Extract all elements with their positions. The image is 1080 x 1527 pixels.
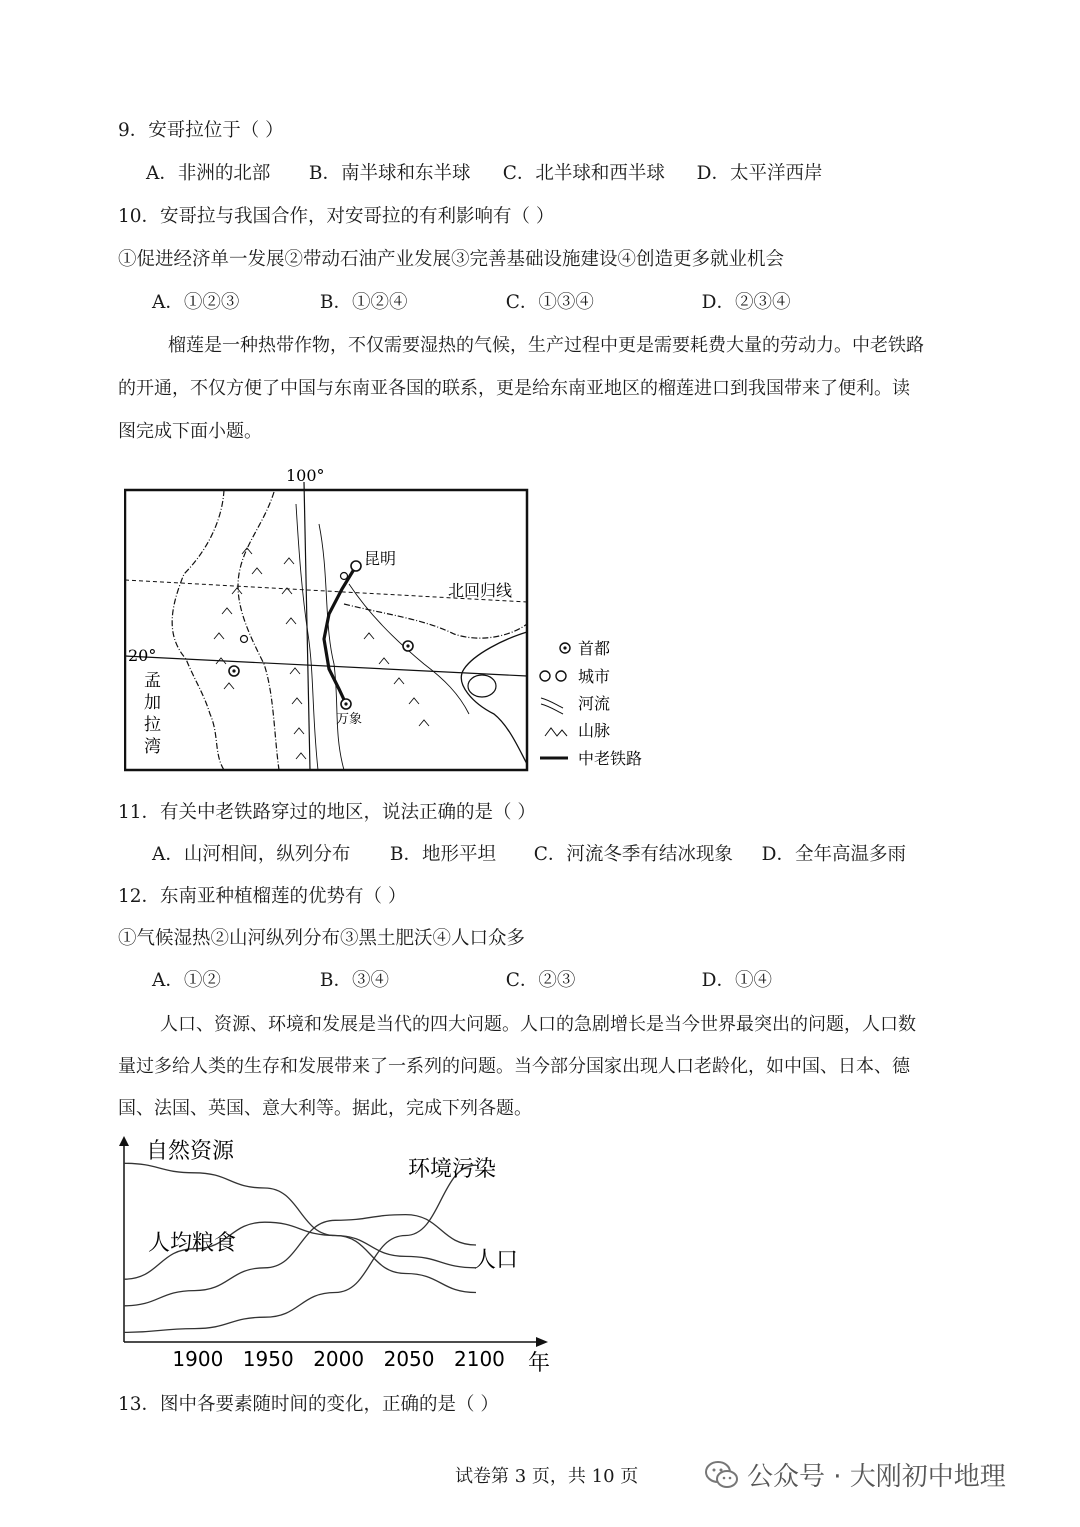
capital-marker-1-dot bbox=[232, 669, 235, 672]
city-vientiane-label: 万象 bbox=[336, 712, 363, 727]
trend-chart bbox=[116, 1130, 556, 1375]
river-mekong bbox=[319, 524, 344, 770]
series-label-food: 人均粮食 bbox=[148, 1231, 237, 1256]
legend-river: 河流 bbox=[578, 694, 611, 713]
y-axis-arrow bbox=[119, 1136, 129, 1146]
q11-option-d: D．全年高温多雨 bbox=[761, 844, 907, 865]
q11-options bbox=[152, 842, 906, 868]
x-tick-2000: 2000 bbox=[313, 1347, 365, 1371]
bay-label bbox=[144, 671, 161, 757]
border-west bbox=[172, 490, 224, 770]
x-unit-label: 年 bbox=[528, 1351, 551, 1375]
q9-option-d: D．太平洋西岸 bbox=[696, 163, 823, 184]
q12-option-a: A．①② bbox=[152, 970, 221, 991]
q12-option-d: D．①④ bbox=[701, 970, 773, 991]
legend-mountain: 山脉 bbox=[578, 721, 611, 740]
x-tick-1900: 1900 bbox=[172, 1347, 224, 1371]
q11-option-c: C．河流冬季有结冰现象 bbox=[533, 844, 733, 865]
q10-options bbox=[152, 290, 791, 316]
legend-city-icon-a bbox=[540, 671, 550, 681]
city-vientiane-dot bbox=[344, 702, 347, 705]
lon-label: 100° bbox=[286, 466, 325, 485]
capital-marker-2-dot bbox=[406, 644, 409, 647]
page-number: 试卷第 3 页，共 10 页 bbox=[455, 1466, 639, 1487]
bay-char-2: 加 bbox=[144, 693, 161, 713]
bay-char-3: 拉 bbox=[144, 715, 161, 735]
q9-option-b: B．南半球和东半球 bbox=[308, 163, 471, 184]
q11-option-b: B．地形平坦 bbox=[389, 844, 496, 865]
gulf-coast bbox=[461, 632, 527, 764]
legend-capital: 首都 bbox=[578, 639, 611, 658]
city-marker-1 bbox=[241, 636, 248, 643]
legend-mountain-icon bbox=[545, 728, 567, 736]
x-tick-labels bbox=[172, 1347, 505, 1371]
x-tick-2100: 2100 bbox=[454, 1347, 505, 1371]
q9-options bbox=[146, 161, 823, 187]
series-label-population: 人口 bbox=[474, 1248, 519, 1273]
hainan-island bbox=[468, 675, 496, 697]
x-axis-arrow bbox=[536, 1337, 548, 1347]
q9-stem: 9．安哥拉位于（ ） bbox=[118, 120, 284, 141]
q9-option-c: C．北半球和西半球 bbox=[502, 163, 665, 184]
passage1-line-1: 榴莲是一种热带作物，不仅需要湿热的气候，生产过程中更是需要耗费大量的劳动力。中老铁路 bbox=[168, 335, 924, 356]
passage1-line-2: 的开通，不仅方便了中国与东南亚各国的联系，更是给东南亚地区的榴莲进口到我国带来了便利。读 bbox=[118, 378, 910, 399]
q10-items: ①促进经济单一发展②带动石油产业发展③完善基础设施建设④创造更多就业机会 bbox=[118, 249, 785, 270]
bay-char-1: 孟 bbox=[144, 671, 161, 691]
wechat-icon bbox=[705, 1460, 739, 1490]
q13-stem: 13．图中各要素随时间的变化，正确的是（ ） bbox=[118, 1394, 499, 1415]
q12-option-b: B．③④ bbox=[319, 970, 389, 991]
q10-stem: 10．安哥拉与我国合作，对安哥拉的有利影响有（ ） bbox=[118, 206, 555, 227]
indochina-map bbox=[124, 464, 664, 784]
city-kunming-marker bbox=[351, 561, 361, 571]
legend-city-icon-b bbox=[556, 671, 566, 681]
brand-text: 公众号 · 大刚初中地理 bbox=[747, 1462, 1006, 1492]
wechat-brand bbox=[705, 1456, 1006, 1493]
q12-stem: 12．东南亚种植榴莲的优势有（ ） bbox=[118, 886, 407, 907]
lat-label: 20° bbox=[128, 646, 157, 665]
passage1-line-3: 图完成下面小题。 bbox=[118, 421, 262, 442]
q12-options bbox=[152, 968, 772, 994]
q12-items: ①气候湿热②山河纵列分布③黑土肥沃④人口众多 bbox=[118, 928, 526, 949]
mountain-ranges bbox=[214, 548, 429, 759]
q9-option-a: A．非洲的北部 bbox=[146, 163, 271, 184]
mountain-annamite bbox=[364, 633, 429, 726]
passage2-line-2: 量过多给人类的生存和发展带来了一系列的问题。当今部分国家出现人口老龄化，如中国、日本、德 bbox=[118, 1056, 910, 1077]
passage2-line-1: 人口、资源、环境和发展是当代的四大问题。人口的急剧增长是当今世界最突出的问题，人口数 bbox=[160, 1014, 916, 1035]
q11-stem: 11．有关中老铁路穿过的地区，说法正确的是（ ） bbox=[118, 802, 536, 823]
bay-char-4: 湾 bbox=[144, 737, 161, 757]
city-kunming-label: 昆明 bbox=[364, 549, 397, 568]
x-tick-1950: 1950 bbox=[242, 1347, 294, 1371]
series-label-resources: 自然资源 bbox=[146, 1139, 235, 1164]
map-legend bbox=[540, 639, 642, 768]
q11-option-a: A．山河相间，纵列分布 bbox=[152, 844, 351, 865]
legend-river-icon bbox=[541, 698, 563, 714]
q10-option-d: D．②③④ bbox=[701, 292, 791, 313]
q12-option-c: C．②③ bbox=[505, 970, 576, 991]
tropic-label: 北回归线 bbox=[448, 581, 513, 600]
legend-city: 城市 bbox=[578, 667, 611, 686]
series-label-pollution: 环境污染 bbox=[408, 1157, 497, 1182]
q10-option-a: A．①②③ bbox=[152, 292, 240, 313]
q10-option-b: B．①②④ bbox=[319, 292, 408, 313]
city-marker-2 bbox=[341, 573, 348, 580]
x-tick-2050: 2050 bbox=[383, 1347, 435, 1371]
q10-option-c: C．①③④ bbox=[505, 292, 594, 313]
legend-railway: 中老铁路 bbox=[578, 749, 643, 768]
passage2-line-3: 国、法国、英国、意大利等。据此，完成下列各题。 bbox=[118, 1098, 532, 1119]
border-myanmar bbox=[238, 492, 279, 770]
legend-capital-icon-dot bbox=[563, 646, 566, 649]
border-vietnam bbox=[344, 604, 527, 638]
